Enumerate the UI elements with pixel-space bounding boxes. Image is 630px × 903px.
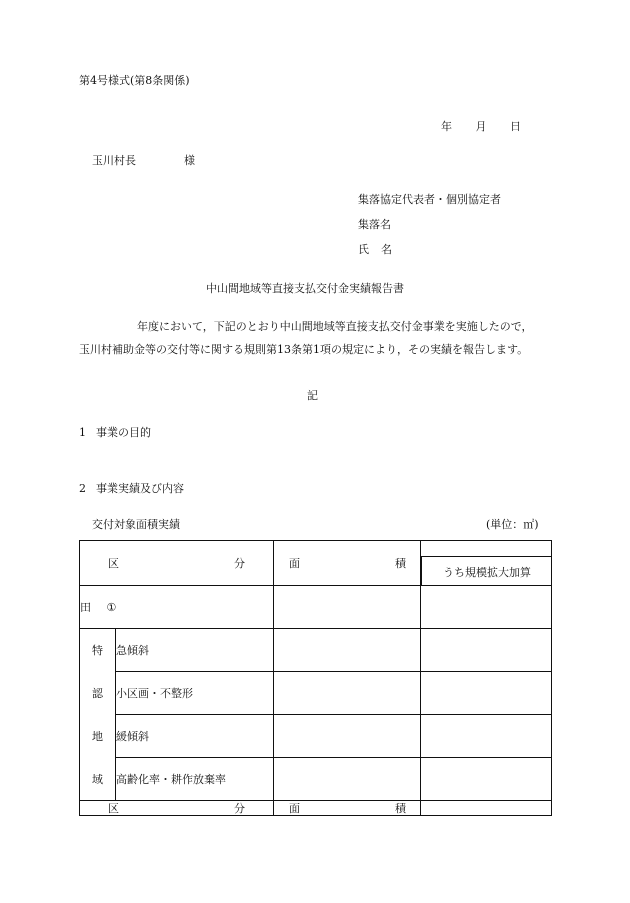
addressee-honorific: 様 (184, 154, 195, 167)
section-1-label: 事業の目的 (96, 426, 151, 439)
row-sub-cell (421, 629, 552, 672)
table-row (80, 715, 552, 758)
row-sub-cell (421, 672, 552, 715)
sender-name-b: 名 (381, 243, 392, 256)
sender-village: 集落名 (358, 218, 391, 231)
footer-kubun-b: 分 (234, 801, 245, 815)
header-menseki (274, 541, 421, 586)
footer-menseki-b: 積 (395, 801, 406, 815)
body-line-1: 年度において，下記のとおり中山間地域等直接支払交付金事業を実施したので， (137, 320, 533, 333)
row-area-cell (274, 672, 421, 715)
body-line-2: 玉川村補助金等の交付等に関する規則第13条第1項の規定により，その実績を報告します。 (79, 343, 529, 356)
ta-label-cell (80, 586, 274, 629)
date-year: 年 (441, 120, 452, 133)
row-area-cell (274, 629, 421, 672)
table-footer-row (80, 801, 552, 816)
row-area-cell (274, 758, 421, 801)
row-label: 急傾斜 (116, 629, 274, 672)
table-row (80, 629, 552, 672)
tokunin-char: 特 (80, 629, 116, 672)
ta-mark: ① (106, 601, 117, 614)
row-label: 高齢化率・耕作放棄率 (116, 758, 274, 801)
tokunin-char: 認 (80, 672, 116, 715)
ta-label: 田 (80, 601, 91, 614)
table-caption: 交付対象面積実績 (92, 518, 180, 531)
footer-menseki (274, 801, 421, 816)
header-kubun-a: 区 (108, 557, 119, 570)
addressee-name: 玉川村長 (92, 154, 136, 167)
table-row-ta (80, 586, 552, 629)
row-label: 小区画・不整形 (116, 672, 274, 715)
section-1-number: 1 (79, 426, 86, 439)
row-sub-cell (421, 715, 552, 758)
date-day: 日 (510, 120, 521, 133)
header-kubun-b: 分 (234, 557, 245, 570)
ta-sub-cell (421, 586, 552, 629)
section-2-label: 事業実績及び内容 (96, 482, 184, 495)
footer-kubun-a: 区 (108, 801, 119, 815)
ta-area-cell (274, 586, 421, 629)
tokunin-char: 地 (80, 715, 116, 758)
footer-kubun (80, 801, 274, 816)
sender-name-a: 氏 (358, 243, 369, 256)
area-table (79, 540, 552, 816)
table-row (80, 758, 552, 801)
date-line (441, 120, 521, 134)
header-sub (421, 541, 552, 586)
header-menseki-a: 面 (289, 557, 300, 570)
date-month: 月 (475, 120, 487, 133)
header-sub-label: うち規模拡大加算 (421, 556, 552, 586)
footer-sub (421, 801, 552, 816)
table-header-row (80, 541, 552, 586)
footer-menseki-a: 面 (289, 801, 300, 815)
unit-label: (単位：㎡) (486, 518, 539, 531)
ki-heading: 記 (307, 389, 318, 402)
form-number: 第4号様式(第8条関係) (79, 74, 190, 87)
row-area-cell (274, 715, 421, 758)
row-label: 緩傾斜 (116, 715, 274, 758)
tokunin-char: 域 (80, 758, 116, 801)
header-kubun (80, 541, 274, 586)
document-title: 中山間地域等直接支払交付金実績報告書 (206, 282, 404, 295)
table-row (80, 672, 552, 715)
row-sub-cell (421, 758, 552, 801)
header-menseki-b: 積 (395, 557, 406, 570)
section-2-number: 2 (79, 482, 86, 495)
sender-name-label (358, 243, 392, 257)
sender-representative: 集落協定代表者・個別協定者 (358, 193, 501, 206)
